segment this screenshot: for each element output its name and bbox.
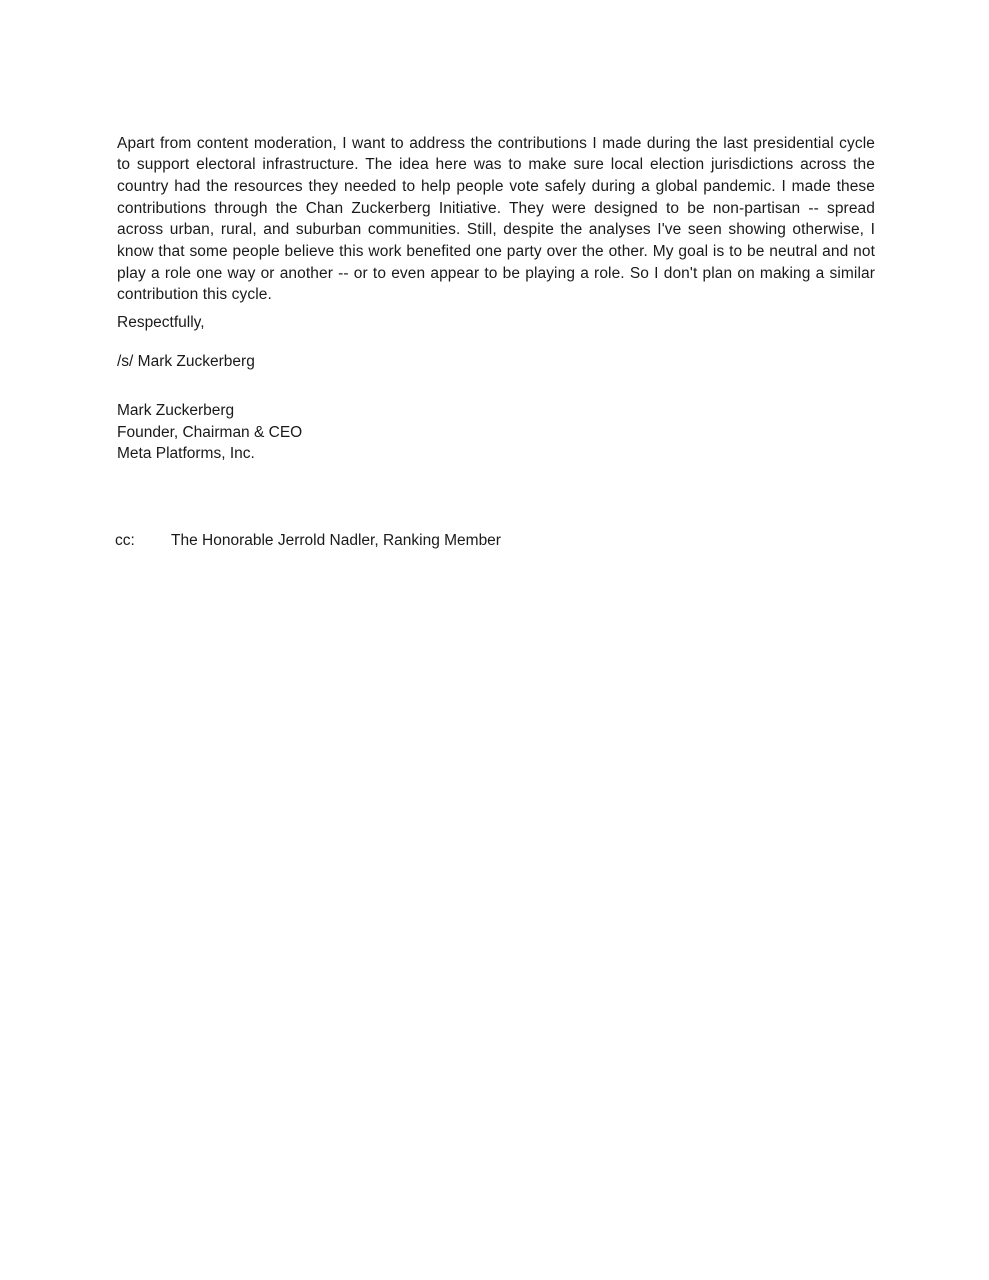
cc-label: cc: — [115, 532, 135, 549]
signer-block — [117, 400, 302, 465]
letter-closing: Respectfully, — [117, 314, 205, 331]
signer-title: Founder, Chairman & CEO — [117, 423, 303, 441]
signer-name: Mark Zuckerberg — [117, 402, 235, 419]
letter-body-paragraph: Apart from content moderation, I want to address the contributions I made during the last presidential cycle to support electoral infrastructure. The idea here was to make sure local election jurisdictions across the country had the resources they needed to help people vote safely during a global pandemic. I made these contributions through the Chan Zuckerberg Initiative. They were designed to be non-partisan -- spread across urban, rural, and suburban communities. Still, despite the analyses I've seen showing otherwise, I know that some people believe this work benefited one party over the other. My goal is to be neutral and not play a role one way or another -- or to even appear to be playing a role. So I don't plan on making a similar contribution this cycle. — [117, 134, 875, 304]
signer-company: Meta Platforms, Inc. — [117, 445, 255, 463]
cc-recipient: The Honorable Jerrold Nadler, Ranking Member — [171, 532, 501, 549]
signature-line: /s/ Mark Zuckerberg — [117, 353, 255, 370]
cc-row — [115, 530, 501, 552]
